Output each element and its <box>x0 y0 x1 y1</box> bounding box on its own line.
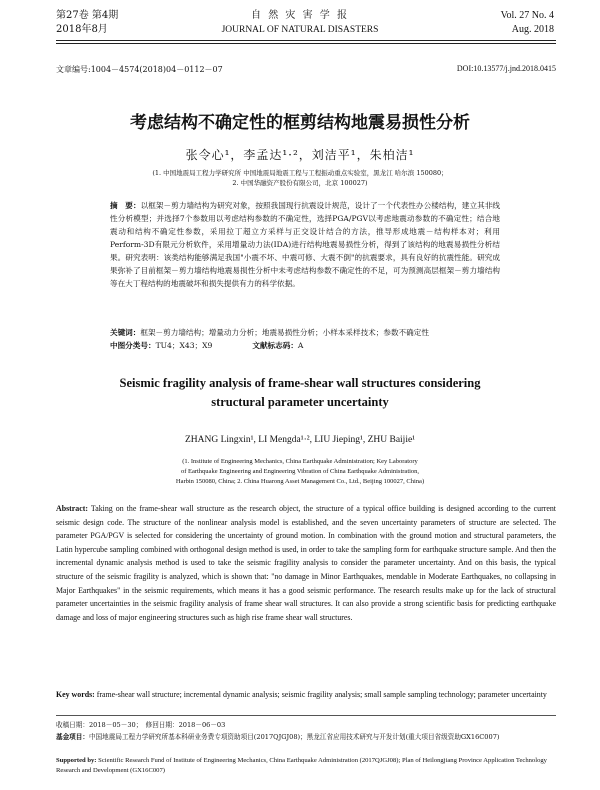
classification-cn <box>110 339 500 352</box>
journal-name-en: JOURNAL OF NATURAL DISASTERS <box>221 25 379 35</box>
article-id: 文章编号:1004－4574(2018)04－0112－07 <box>56 65 223 74</box>
footnote-funding-en <box>56 756 556 776</box>
affiliation-en-3: Harbin 150080, China; 2. China Huarong Asset Management Co., Ltd., Beijing 100027, China) <box>175 478 425 485</box>
affiliation-en-2: of Earthquake Engineering and Engineering Vibration of China Earthquake Administration, <box>180 468 420 475</box>
title-cn: 考虑结构不确定性的框剪结构地震易损性分析 <box>130 113 470 133</box>
footnote-rule <box>56 715 556 716</box>
title-en-line2: structural parameter uncertainty <box>211 395 389 409</box>
header-rule <box>56 40 556 41</box>
funding-en-text: Scientific Research Fund of Institute of Engineering Mechanics, China Earthquake Administration (2017QJGJ08); Plan of Heilongjiang Province Application Technology Research and Development (GX16C007) <box>56 757 547 774</box>
keywords-cn <box>110 326 500 339</box>
funding-cn-text: 中国地震局工程力学研究所基本科研业务费专项资助项目(2017QJGJ08)；黑龙江省应用技术研究与开发计划(重大项目省级资助GX16C007) <box>88 733 500 741</box>
abstract-cn-text: 以框架－剪力墙结构为研究对象，按照我国现行抗震设计规范，设计了一个代表性办公楼结构，建立其非线性分析模型；并选择7个参数用以考虑结构参数的不确定性，选择PGA/PGV以考虑地震动参数的不确定性；结合地震动和结构不确定性参数，采用拉丁超立方采样与正交设计结合的方法，推导形成地震－结构样本对；利用Perform-3D有限元分析软件，采用增量动力法(IDA)进行结构地震易损性分析，得到了该结构的地震易损性分析结果。研究表明：该类结构能够满足我国"小震不坏、中震可修、大震不倒"的抗震要求，具有良好的抗震性能。研究成果弥补了目前框架－剪力墙结构地震易损性分析中未考虑结构参数不确定性的不足，可为预测高层框架－剪力墙结构等在大丁程结构的地震破坏和损失提供有力的科学依据。 <box>110 201 500 288</box>
doi: DOI:10.13577/j.jnd.2018.0415 <box>456 64 556 73</box>
clc-value: TU4；X43；X9 <box>155 341 213 350</box>
affiliation-cn-1: (1. 中国地震局工程力学研究所 中国地震局地震工程与工程振动重点实验室，黑龙江 哈尔滨 150080； <box>152 169 448 177</box>
title-en-line1: Seismic fragility analysis of frame-shear wall structures considering <box>119 376 481 390</box>
keywords-en-label: Key words: <box>56 690 95 699</box>
clc-label: 中图分类号： <box>110 341 156 350</box>
abstract-en <box>56 502 556 624</box>
footnote-funding-cn <box>56 732 556 742</box>
funding-en-label: Supported by: <box>56 757 97 764</box>
keywords-en-text: frame-shear wall structure; incremental dynamic analysis; seismic fragility analysis; small sample sampling technology; parameter uncertainty <box>96 690 547 699</box>
keywords-cn-text: 框架－剪力墙结构；增量动力分析；地震易损性分析；小样本采样技术；参数不确定性 <box>140 328 429 337</box>
keywords-en <box>56 688 556 702</box>
affiliation-en-1: (1. Institute of Engineering Mechanics, China Earthquake Administration; Key Laboratory <box>182 458 418 465</box>
header-rule-double <box>56 43 556 44</box>
date-cn: 2018年8月 <box>56 24 108 35</box>
date-en: Aug. 2018 <box>511 24 554 35</box>
abstract-en-text: Taking on the frame-shear wall structure as the research object, the structure of a typical office building is designed according to the current seismic design code. The structure of the nonlinear analysis model is established, and the seven uncertainty parameters of structure are selected. The parameter PGA/PGV is selected for considering the uncertainty of ground motion. In combination with the ground motion and structural parameters, the Latin hypercube sampling combined with orthogonal design method is used, in order to take the sampling form for earthquake structure sample. And then the incremental dynamic analysis method is used to take the seismic fragility analysis to consider the parameter uncertainty. And on this basis, the typical structure of the seismic fragility is analyzed, which is shown that: "no damage in Minor Earthquakes, mendable in Moderate Earthquakes, no collapsing in Major Earthquakes" in the seismic requirements, which means it has a good seismic performance. The research results make up for the lack of structural parameter uncertainties in the seismic fragility analysis of frame shear wall structures. It can also provide a strong scientific basis for predicting earthquake damage and loss of major engineering structures such as high rise frame shear wall structures. <box>56 504 556 622</box>
journal-name-cn: 自 然 灾 害 学 报 <box>251 10 349 21</box>
affiliation-cn-2: 2. 中国华融资产股份有限公司，北京 100027) <box>232 179 368 187</box>
volume-issue-en: Vol. 27 No. 4 <box>500 10 554 21</box>
authors-en: ZHANG Lingxin¹, LI Mengda¹·², LIU Jieping¹, ZHU Baijie¹ <box>184 435 416 445</box>
footnote-dates: 收稿日期：2018－05－30； 修回日期：2018－06－03 <box>56 721 226 729</box>
abstract-cn-label: 摘 要： <box>110 201 141 210</box>
volume-issue-cn: 第27卷 第4期 <box>56 10 119 21</box>
authors-cn: 张令心¹，李孟达¹·²，刘洁平¹，朱柏洁¹ <box>185 148 415 162</box>
abstract-en-label: Abstract: <box>56 504 88 513</box>
abstract-cn <box>110 199 500 290</box>
doc-code-label: 文献标志码： <box>252 341 298 350</box>
funding-cn-label: 基金项目： <box>56 733 89 741</box>
doc-code-value: A <box>297 341 304 350</box>
keywords-cn-label: 关键词： <box>110 328 141 337</box>
